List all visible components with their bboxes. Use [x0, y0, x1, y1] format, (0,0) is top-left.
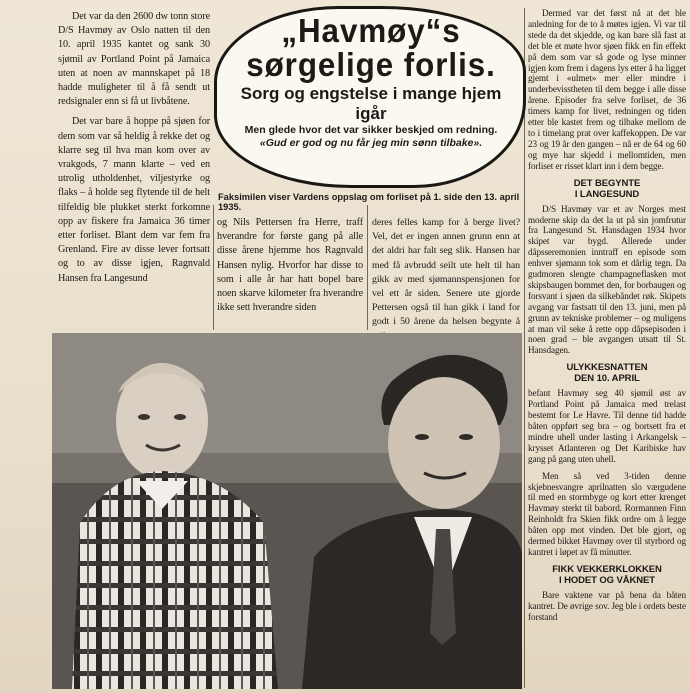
paragraph: Bare vaktene var på benа da båten kantret. De øvrige sov. Jeg ble i ordets beste forstand — [528, 589, 686, 622]
paragraph: Det var bare å hoppe på sjøen for dem som var så heldig å rekke det og klarre seg til hva man kom over av vrakgods, 7 mann klarte – ved en utrolig utholdenhet, viljestyrke og flaks – å holde seg flytende til de helt tilfeldig ble plukket sterkt forkomne opp av fiskere fra Jamaica 36 timer etter forliset. Blant dem var fem fra Grenland. Fire av disse lever fortsatt og to av disse igjen, Ragnvald Hansen fra Langesund — [58, 116, 210, 284]
subheading: FIKK VEKKERKLOKKEN I HODET OG VÅKNET — [552, 563, 662, 586]
column-rule — [367, 205, 368, 330]
article-column-middle-1 — [217, 216, 363, 321]
article-column-middle-2 — [372, 216, 520, 350]
paragraph: deres felles kamp for å berge livet? Vel, det er ingen annen grunn enn at det aldri har falt seg slik. Hansen har med få avbrudd seilt ute helt til han gikk av med sjømannspensjonen for vel ett år siden. Senere ute gjorde Pettersen også til han gikk i land for godt i 50 årene da helsen begynte å — [372, 217, 520, 328]
subheading: ULYKKESNATTEN DEN 10. APRIL — [566, 362, 648, 385]
headline-subtitle: Sorg og engstelse i mange hjem igår — [240, 84, 502, 123]
photo-two-men — [52, 333, 522, 689]
headline-quote: «Gud er god og nu får jeg min sønn tilbake». — [259, 137, 483, 149]
paragraph: Det var da den 2600 dw tonn store D/S Havmøy av Oslo natten til den 10. april 1935 kantet og sank 30 sjømil av Portland Point på Jamaica uten at noen av mannskapet på 18 hadde muligheter til å få sendt ut redsignaler enn si få ut livbåtene. — [58, 11, 210, 108]
subheading: DET BEGYNTE I LANGESUND — [573, 177, 641, 200]
headline-title-line2: sørgelige forlis. — [246, 46, 496, 83]
column-rule — [213, 205, 214, 330]
paragraph: og Nils Pettersen fra Herre, traff hverandre for første gang på alle disse årene hjemme hos Ragnvald Hansen nylig. Hvorfor har disse to som i alle år har hatt bopel bare noen skarve kilometer fra hverandre ikke sett hverandre siden — [217, 217, 363, 314]
article-column-right — [528, 8, 686, 629]
paragraph: D/S Havmøy var et av Norges mest moderne skip da det la ut på sin jomfrutur fra Langesund St. Hansdagen 1934 hvor skipet var bygd. Allerede under dåpsseremonien inntraff en episode som enhver sjømann tok som et dårlig tegn. Da gudmoren slengte champagneflasken mot skipsbaugen bommet den, for borbaugen og forsvant i sjøen da silkebåndet røk. Skipets avgang var fastsatt til den 13. juni, men på grunn av tekniske problemer – og muligens at man vil seke å rette opp dåpsepisoden i noen grad – ble avgangen utsatt til St. Hansdagen. — [528, 203, 686, 356]
paragraph: befant Havmøy seg 40 sjømil øst av Portland Point på Jamaica med trelast bestemt for Le Havre. Til denne tid hadde båten oppført seg bra – og bortsett fra et mindre uhell under lasting i Arkangelsk – krysset Atlanteren og Det Karibiske hav gang på gang uten uhell. — [528, 388, 686, 464]
headline-deck: Men glede hvor det var sikker beskjed om redning. — [244, 124, 498, 136]
article-column-left — [58, 10, 210, 292]
headline-title-line1: „Havmøy“s — [281, 12, 461, 49]
paragraph: Men så ved 3-tiden denne skjebnesvangre aprilnatten slo værgudene til med en stormbyge og kort etter krenget Havmøy sterkt til babord. Rormannen Finn Reinholdt fra Skien fikk ordre om å legge båten opp mot vinden. Det ble gjort, og dermed bikket Havmøy over til styrbord og kantret i løpet av få minutter. — [528, 470, 686, 557]
photo-illustration — [52, 333, 522, 689]
facsimile-caption: Faksimilen viser Vardens oppslag om forliset på 1. side den 13. april 1935. — [218, 192, 520, 212]
headline-facsimile — [226, 14, 516, 150]
paragraph: Dermed var det først nå at det ble anledning for de to å møtes igjen. Vi var til stede da det skjedde, og kan bare slå fast at det ble et møte hvor sjøen fikk en fin effekt på dem som var så gode og lyse minner igjen kom frem i dagens lys etter å ha ligget gjemt i «ulmet» mer eller mindre i underbevisstheten til dem begge i alle disse årene. Episoder fra selve forliset, de 36 timers kamp for livet, redningen og tiden etter ble kastet frem og tilbake mellom de to i timelang prat over kaffekoppen. De var 23 og 19 år den gangen – nå er de 64 og 60 og mye har skjedd i mellomtiden, men forliset er risset klart inn i dem begge. — [528, 8, 686, 171]
